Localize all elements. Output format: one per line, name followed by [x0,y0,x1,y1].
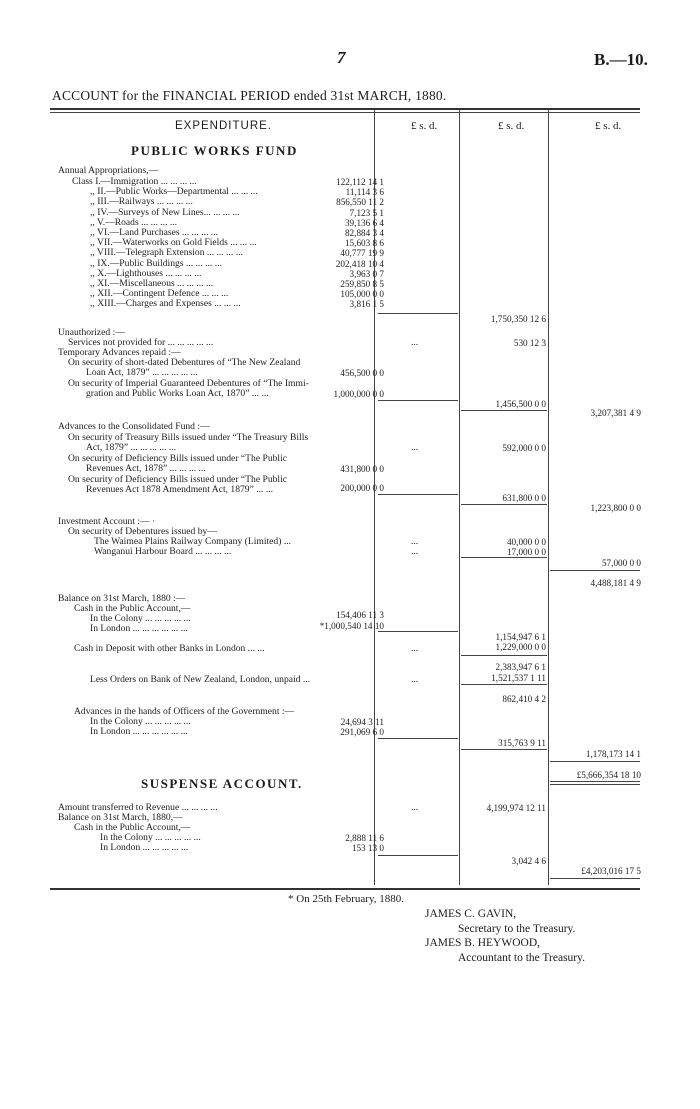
balance-cash-label: Cash in the Public Account,— [74,603,191,614]
temp-line-1b: Loan Act, 1879” ... ... ... ... ... [86,367,198,378]
signatory-1-name: JAMES C. GAVIN, [425,908,517,920]
services-dots: ... [411,337,419,348]
column-divider [548,110,549,885]
temp-amount-2: 1,000,000 0 0 [333,389,384,399]
sub-total: 4,488,181 4 9 [590,578,641,588]
subtotal-rule [378,738,458,739]
bal-cash-total: 1,154,947 6 1 [495,632,546,642]
susp-london-label: In London ... ... ... ... ... [100,842,189,853]
temp-line-2a: On security of Imperial Guaranteed Debentures of “The Immi- [68,378,309,389]
adv-line-1a: On security of Treasury Bills issued under “The Treasury Bills [68,432,309,443]
inv-dots-2: ... [411,546,419,557]
grand-total: £5,666,354 18 10 [576,770,641,780]
col1-header: £ s. d. [411,120,438,132]
col3-header: £ s. d. [595,120,622,132]
page-number: 7 [337,48,346,67]
class-amount: 39,136 6 4 [344,218,384,228]
balance-label: Balance on 31st March, 1880 :— [58,593,186,604]
header-rule [50,112,640,113]
services-amount: 530 12 3 [513,338,546,348]
subtotal-rule [378,494,458,495]
adv-line-3b: Revenues Act 1878 Amendment Act, 1879” ... ... [86,484,274,495]
subtotal-rule [461,504,547,505]
class-label: ,, X.—Lighthouses ... ... ... ... [90,268,202,279]
signatory-1-title: Secretary to the Treasury. [458,923,576,935]
bal-net: 862,410 4 2 [502,694,546,704]
sheet-reference: B.—10. [594,50,648,69]
bal-adv-colony-amount: 24,694 3 11 [340,717,384,727]
public-works-fund-heading: PUBLIC WORKS FUND [131,143,298,158]
subtotal-rule [550,761,640,762]
class-amount: 11,114 3 6 [345,187,384,197]
advances-label: Advances to the Consolidated Fund :— [58,421,210,432]
adv-line-2b: Revenues Act, 1878” ... ... ... ... [86,463,206,474]
adv-line-3a: On security of Deficiency Bills issued under “The Public [68,474,288,485]
bal-deposit-amount: 1,229,000 0 0 [495,642,546,652]
class-label: Class I.—Immigration ... ... ... ... [72,176,197,187]
inv-line-1: The Waimea Plains Railway Company (Limited) ... [94,536,292,547]
temp-total: 1,456,500 0 0 [495,399,546,409]
unauthorized-label: Unauthorized :— [58,327,125,338]
class-label: ,, IV.—Surveys of New Lines... ... ... ... [90,207,240,218]
class-amount: 3,816 1 5 [349,299,384,309]
transfer-dots: ... [411,802,419,813]
susp-balance-label: Balance on 31st March, 1880,— [58,812,183,823]
investment-sub-label: On security of Debentures issued by— [68,526,217,537]
signatory-2-title: Accountant to the Treasury. [458,952,586,964]
class-amount: 40,777 19 9 [340,248,384,258]
bal-deposit-dots: ... [411,643,419,654]
total-rule [550,784,640,785]
class-label: ,, III.—Railways ... ... ... ... [90,196,193,207]
bal-london-label: In London ... ... ... ... ... ... [90,623,188,634]
susp-subtotal: 3,042 4 6 [511,856,546,866]
bal-london-amount: *1,000,540 14 10 [319,621,384,631]
total-rule [550,878,640,879]
susp-cash-label: Cash in the Public Account,— [74,822,191,833]
temp-line-1a: On security of short-dated Debentures of “The New Zealand [68,357,301,368]
bal-deposit-label: Cash in Deposit with other Banks in London ... ... [74,643,265,654]
footnote: * On 25th February, 1880. [288,893,404,905]
class-label: ,, II.—Public Works—Departmental ... ... ... [90,186,258,197]
document-title: ACCOUNT for the FINANCIAL PERIOD ended 31st MARCH, 1880. [52,88,447,103]
class-label: ,, IX.—Public Buildings ... ... ... ... [90,258,222,269]
class-amount: 105,000 0 0 [340,289,384,299]
adv-total: 1,223,800 0 0 [590,503,641,513]
temp-amount-1: 456,500 0 0 [340,368,384,378]
expenditure-header: EXPENDITURE. [175,120,272,132]
temporary-advances-label: Temporary Advances repaid :— [58,347,181,358]
adv-amount-2: 431,800 0 0 [340,464,384,474]
annual-total: 1,750,350 12 6 [490,314,546,324]
bal-less-amount: 1,521,537 1 11 [491,673,546,683]
subtotal-rule [461,557,547,558]
adv-amount-3: 200,000 0 0 [340,483,384,493]
class-label: ,, XII.—Contingent Defence ... ... ... [90,288,229,299]
class-label: ,, XI.—Miscellaneous ... ... ... ... [90,278,214,289]
adv-line-1b: Act, 1879” ... ... ... ... ... [86,442,177,453]
fund-total: 3,207,381 4 9 [590,408,641,418]
class-label: ,, V.—Roads ... ... ... ... [90,217,178,228]
inv-total: 57,000 0 0 [601,558,641,568]
class-amount: 15,603 8 6 [344,238,384,248]
subtotal-rule [378,400,458,401]
inv-line-2: Wanganui Harbour Board ... ... ... ... [94,546,232,557]
temp-line-2b: gration and Public Works Loan Act, 1870” ... ... [86,388,269,399]
subtotal-rule [461,684,547,685]
bal-sum: 2,383,947 6 1 [495,662,546,672]
col2-header: £ s. d. [498,120,525,132]
subtotal-rule [550,570,640,571]
services-label: Services not provided for ... ... ... ... ... [68,337,214,348]
column-divider [459,110,460,885]
transfer-label: Amount transferred to Revenue ... ... ... ... [58,802,218,813]
class-amount: 3,963 0 7 [349,269,384,279]
susp-london-amount: 153 13 0 [351,843,384,853]
inv-amount-1: 40,000 0 0 [506,537,546,547]
bal-colony-label: In the Colony ... ... ... ... ... [90,613,191,624]
bal-adv-total: 315,763 9 11 [498,738,546,748]
adv-amount-1: 592,000 0 0 [502,443,546,453]
subtotal-rule [378,855,458,856]
class-amount: 7,123 5 1 [349,208,384,218]
annual-appropriations-label: Annual Appropriations,— [58,165,159,176]
adv-line-2a: On security of Deficiency Bills issued under “The Public [68,453,288,464]
subtotal-rule [461,749,547,750]
susp-colony-label: In the Colony ... ... ... ... ... [100,832,201,843]
bal-colony-amount: 154,406 11 3 [336,610,384,620]
subtotal-rule [378,313,458,314]
class-label: ,, VIII.—Telegraph Extension ... ... ... ... [90,247,243,258]
adv-dots-1: ... [411,442,419,453]
subtotal-rule [378,631,458,632]
inv-amount-2: 17,000 0 0 [506,547,546,557]
bal-adv-colony-label: In the Colony ... ... ... ... ... [90,716,191,727]
total-rule [550,781,640,782]
signatory-2-name: JAMES B. HEYWOOD, [425,937,540,949]
susp-total: £4,203,016 17 5 [581,866,641,876]
class-amount: 259,850 8 5 [340,279,384,289]
class-label: ,, VII.—Waterworks on Gold Fields ... ... ... [90,237,257,248]
class-amount: 202,418 10 4 [335,259,384,269]
bal-less-dots: ... [411,674,419,685]
class-amount: 82,884 3 4 [344,228,384,238]
class-label: ,, VI.—Land Purchases ... ... ... ... [90,227,218,238]
bal-less-label: Less Orders on Bank of New Zealand, London, unpaid ... [90,674,311,685]
class-label: ,, XIII.—Charges and Expenses ... ... ... [90,298,241,309]
transfer-amount: 4,199,974 12 11 [486,803,546,813]
class-amount: 122,112 14 1 [336,177,384,187]
bal-adv-london-amount: 291,069 6 0 [340,727,384,737]
inv-dots-1: ... [411,536,419,547]
susp-colony-amount: 2,888 11 6 [345,833,384,843]
adv-subtotal: 631,800 0 0 [502,493,546,503]
class-amount: 856,550 11 2 [336,197,384,207]
bal-total: 1,178,173 14 1 [585,749,641,759]
investment-label: Investment Account :— · [58,516,156,527]
bal-adv-label: Advances in the hands of Officers of the Government :— [74,706,295,717]
subtotal-rule [461,655,547,656]
suspense-heading: SUSPENSE ACCOUNT. [141,776,303,791]
subtotal-rule [461,410,547,411]
bal-adv-london-label: In London ... ... ... ... ... ... [90,726,188,737]
